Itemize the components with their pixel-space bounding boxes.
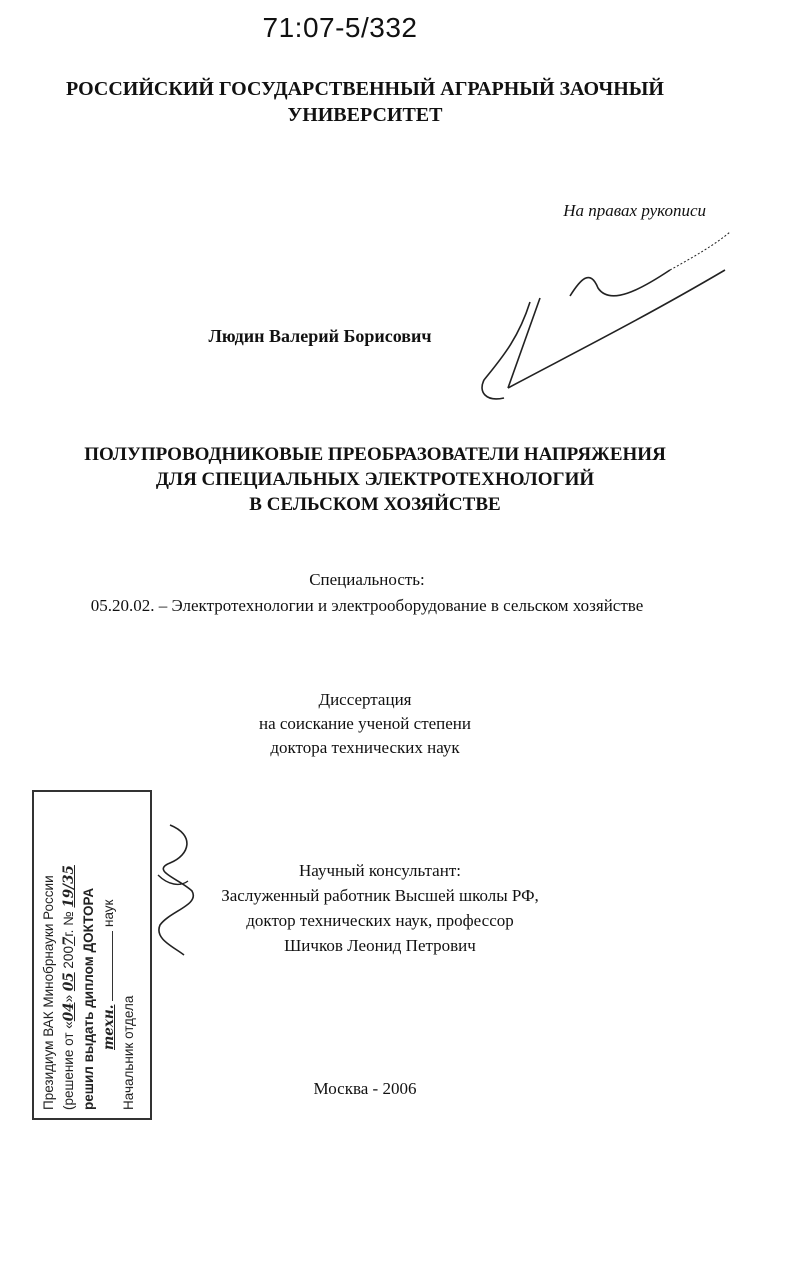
degree-line-1: Диссертация bbox=[318, 690, 412, 709]
university-line-2: УНИВЕРСИТЕТ bbox=[287, 104, 443, 126]
stamp-number: 19/35 bbox=[61, 865, 77, 908]
dissertation-title bbox=[40, 442, 710, 517]
university-name bbox=[40, 76, 690, 128]
author-signature bbox=[470, 210, 750, 410]
document-code: 71:07-5/332 bbox=[262, 12, 418, 43]
degree-line-3: доктора технических наук bbox=[270, 738, 460, 757]
university-line-1: РОССИЙСКИЙ ГОСУДАРСТВЕННЫЙ АГРАРНЫЙ ЗАОЧНЫЙ bbox=[66, 78, 664, 100]
consultant-line-3: Шичков Леонид Петрович bbox=[284, 936, 476, 955]
degree-line-2: на соискание ученой степени bbox=[258, 714, 472, 733]
stamp-line-4-suffix: наук bbox=[101, 899, 116, 927]
stamp-line-1: Президиум ВАК Минобрнауки России bbox=[41, 875, 56, 1110]
manuscript-rights: На правах рукописи bbox=[563, 201, 706, 220]
specialty-block bbox=[0, 567, 734, 619]
consultant-line-1: Заслуженный работник Высшей школы РФ, bbox=[221, 886, 539, 905]
stamp-field-hand: техн. bbox=[101, 1004, 117, 1050]
consultant-line-2: доктор технических наук, профессор bbox=[246, 911, 514, 930]
title-line-2: ДЛЯ СПЕЦИАЛЬНЫХ ЭЛЕКТРОТЕХНОЛОГИЙ bbox=[155, 469, 595, 490]
specialty-label: Специальность: bbox=[309, 570, 425, 589]
city-year: Москва - 2006 bbox=[313, 1079, 417, 1098]
stamp-line-3-bold: ДОКТОРА bbox=[81, 887, 96, 953]
stamp-year-prefix: 200 bbox=[61, 946, 76, 969]
stamp-line-4 bbox=[99, 800, 119, 1110]
title-line-3: В СЕЛЬСКОМ ХОЗЯЙСТВЕ bbox=[249, 494, 501, 515]
consultant-label: Научный консультант: bbox=[299, 861, 461, 880]
stamp-month: 05 bbox=[61, 972, 77, 992]
author-name: Людин Валерий Борисович bbox=[208, 326, 432, 346]
stamp-line-3 bbox=[79, 800, 99, 1110]
stamp-year-hand: 7 bbox=[61, 936, 77, 947]
title-line-1: ПОЛУПРОВОДНИКОВЫЕ ПРЕОБРАЗОВАТЕЛИ НАПРЯЖЕНИЯ bbox=[84, 444, 666, 465]
stamp-line-3-prefix: решил выдать диплом bbox=[81, 956, 96, 1110]
stamp-line-2: (решение от «04» 05 2007г. № 19/35 bbox=[61, 865, 77, 1110]
stamp-signature bbox=[140, 815, 210, 965]
consultant-block bbox=[160, 858, 600, 958]
degree-block bbox=[170, 688, 560, 760]
specialty-value: 05.20.02. – Электротехнологии и электрооборудование в сельском хозяйстве bbox=[90, 596, 644, 615]
vak-stamp bbox=[32, 790, 152, 1120]
stamp-day: 04 bbox=[61, 1002, 77, 1022]
stamp-line-2-suffix: г. № bbox=[61, 911, 76, 937]
stamp-line-5: Начальник отдела bbox=[121, 995, 136, 1110]
stamp-line-2-prefix: (решение от bbox=[61, 1032, 76, 1110]
